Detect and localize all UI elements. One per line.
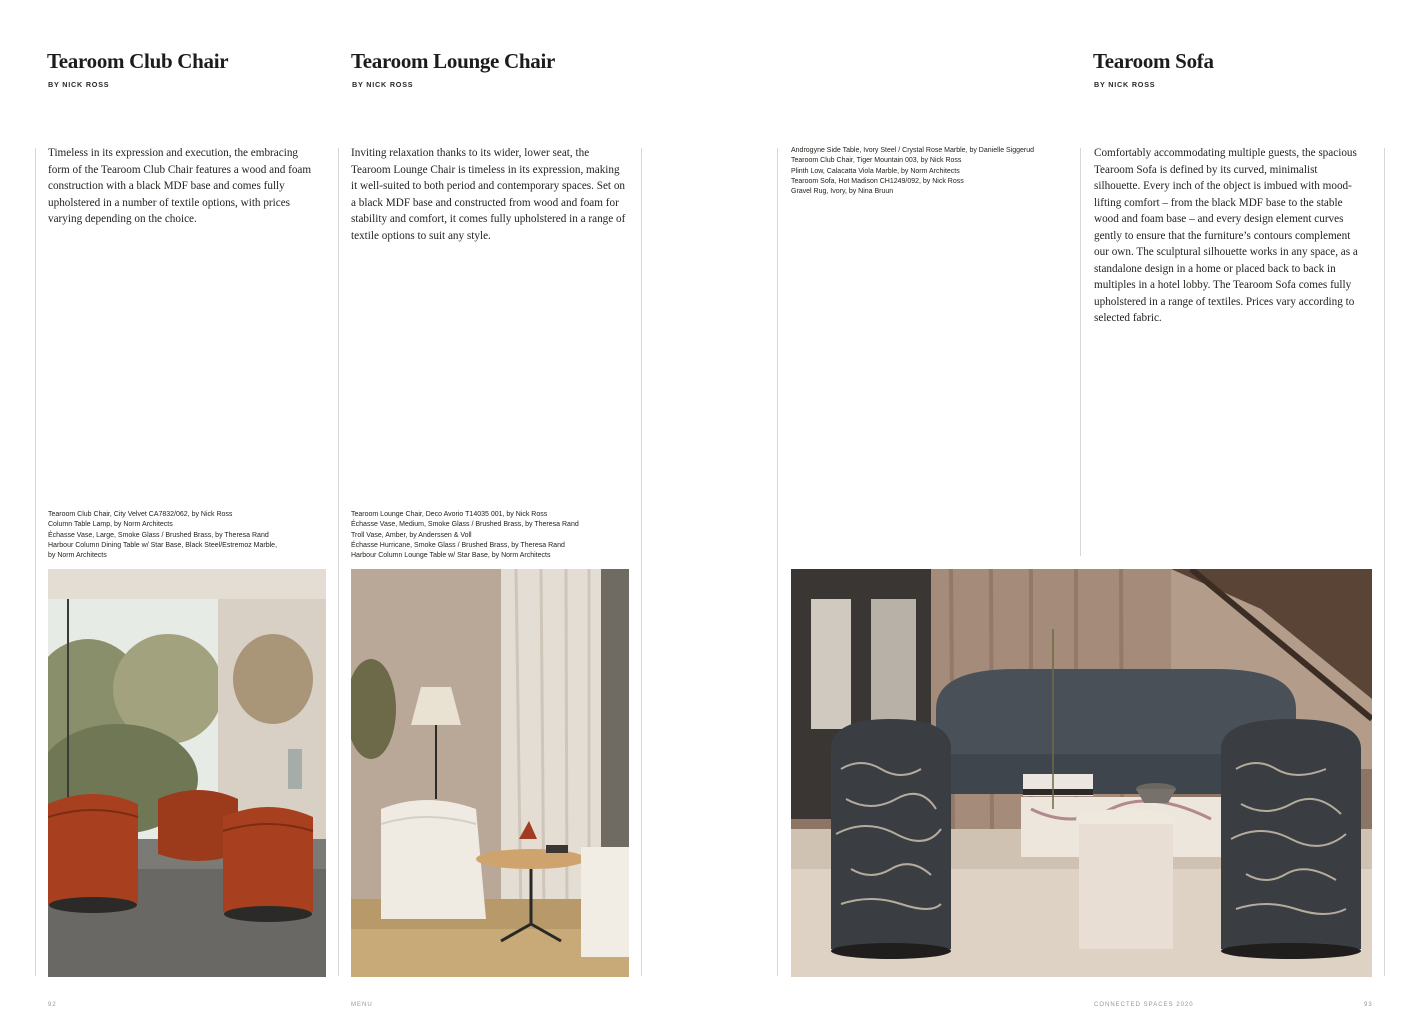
- byline-sofa: BY NICK ROSS: [1094, 80, 1156, 89]
- byline-club-chair: BY NICK ROSS: [48, 80, 110, 89]
- description-sofa: Comfortably accommodating multiple guests, the spacious Tearoom Sofa is defined by its curved, minimalist silhouette. Every inch of the object is imbued with mood-lifting comfort – from the black MDF base to the stable wood and foam base – and every design element curves gently to ensure that the furniture’s contours complement our own. The sculptural silhouette works in any space, as a standalone design in a home or placed back to back in multiples in a hotel lobby. The Tearoom Sofa comes fully upholstered in a range of textiles. Prices vary according to selected fabric.: [1094, 147, 1358, 324]
- caption-line: Troll Vase, Amber, by Anderssen & Voll: [351, 531, 472, 539]
- column-rule: [1080, 148, 1081, 556]
- caption-line: Tearoom Sofa, Hot Madison CH1249/092, by Nick Ross: [791, 177, 964, 185]
- caption-lounge-chair: [351, 510, 636, 561]
- caption-line: Tearoom Club Chair, City Velvet CA7832/062, by Nick Ross: [48, 511, 233, 518]
- description-lounge-chair: Inviting relaxation thanks to its wider, lower seat, the Tearoom Lounge Chair is timeless in its expression, making it well-suited to both period and contemporary spaces. Set on a black MDF base and constructed from wood and foam for stability and comfort, it comes fully upholstered in a range of textile options to suit any style.: [351, 147, 626, 242]
- caption-line: Échasse Vase, Medium, Smoke Glass / Brushed Brass, by Theresa Rand: [351, 521, 579, 529]
- caption-line: by Norm Architects: [48, 552, 107, 560]
- page-number-left: 92: [48, 1002, 57, 1008]
- caption-line: Harbour Column Lounge Table w/ Star Base, by Norm Architects: [351, 552, 551, 560]
- product-title-club-chair: Tearoom Club Chair: [47, 49, 229, 73]
- description-club-chair: Timeless in its expression and execution, the embracing form of the Tearoom Club Chair features a wood and foam construction with a black MDF base and comes fully upholstered in a number of textile options, with prices varying depending on the choice.: [48, 147, 312, 225]
- product-title-sofa: Tearoom Sofa: [1093, 49, 1214, 73]
- byline-lounge-chair: BY NICK ROSS: [352, 80, 414, 89]
- caption-line: Plinth Low, Calacatta Viola Marble, by Norm Architects: [791, 167, 960, 175]
- column-rule: [641, 148, 642, 976]
- column-rule: [1384, 148, 1385, 976]
- caption-line: Échasse Vase, Large, Smoke Glass / Brushed Brass, by Theresa Rand: [48, 531, 269, 539]
- caption-line: Gravel Rug, Ivory, by Nina Bruun: [791, 188, 894, 196]
- caption-line: Androgyne Side Table, Ivory Steel / Crystal Rose Marble, by Danielle Siggerud: [791, 147, 1035, 154]
- folio-label-right: CONNECTED SPACES 2020: [1094, 1002, 1194, 1008]
- column-rule: [35, 148, 36, 976]
- product-title-lounge-chair: Tearoom Lounge Chair: [351, 49, 556, 73]
- photo-sofa-scene: [791, 569, 1372, 977]
- caption-line: Column Table Lamp, by Norm Architects: [48, 521, 173, 529]
- caption-line: Échasse Hurricane, Smoke Glass / Brushed Brass, by Theresa Rand: [351, 541, 565, 549]
- page-number-right: 93: [1364, 1002, 1373, 1008]
- caption-line: Tearoom Lounge Chair, Deco Avorio T14035 001, by Nick Ross: [351, 511, 548, 518]
- folio-label-left: MENU: [351, 1002, 373, 1008]
- caption-line: Tearoom Club Chair, Tiger Mountain 003, by Nick Ross: [791, 157, 962, 165]
- photo-lounge-chair: [351, 569, 629, 977]
- caption-line: Harbour Column Dining Table w/ Star Base, Black Steel/Estremoz Marble,: [48, 541, 278, 549]
- column-rule: [777, 148, 778, 976]
- caption-club-chair: [48, 510, 333, 561]
- caption-sofa-scene: [791, 146, 1076, 197]
- photo-club-chair: [48, 569, 326, 977]
- column-rule: [338, 148, 339, 976]
